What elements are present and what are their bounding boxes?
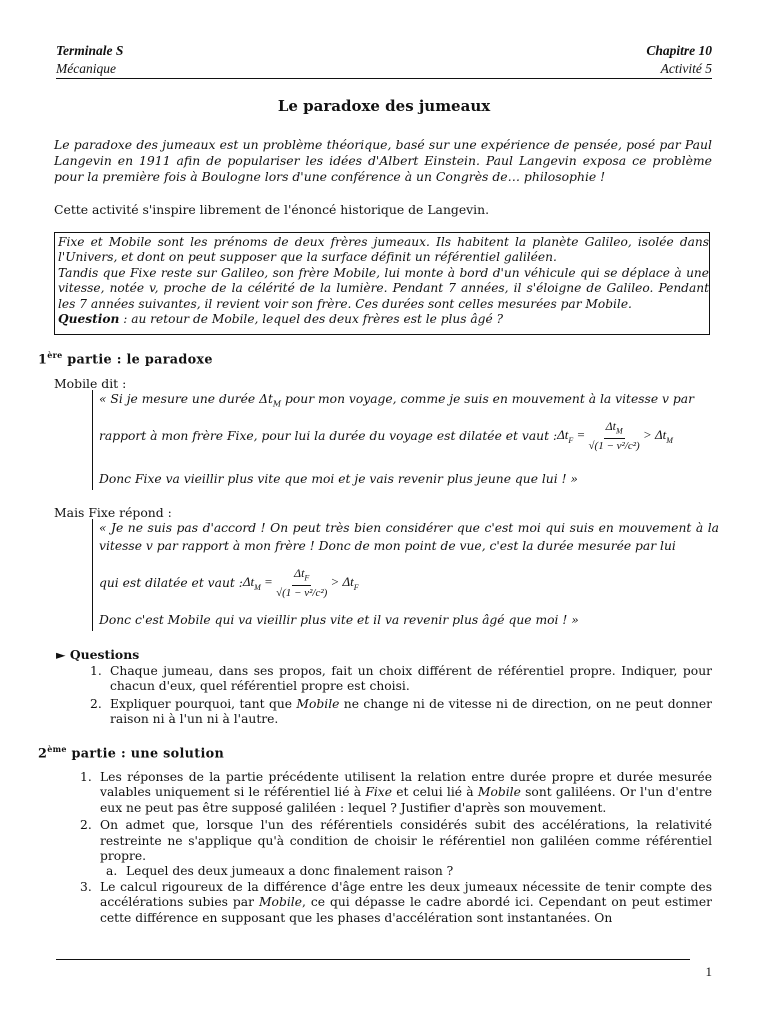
question-1: 1. Chaque jumeau, dans ses propos, fait un choix différent de référentiel propre. Indiquer, pour chacun d'eux, quel référentiel propre est choisi.: [90, 664, 712, 694]
mobile-quote-line2: rapport à mon frère Fixe, pour lui la durée du voyage est dilatée et vaut : $\Delta t_F$ = $\frac{\Delta t_M}{\text{√(1 − v²/c²)}}$ > $\Delta t_M$: [99, 418, 673, 453]
dilation-formula-mobile: $\Delta t_M$ = $\frac{\Delta t_F}{\text{√(1 − v²/c²)}}$ > $\Delta t_F$: [242, 565, 359, 600]
fixe-quote-line3: Donc c'est Mobile qui va vieillir plus vite et il va revenir plus âgé que moi ! »: [99, 613, 579, 627]
statement-question: [58, 312, 709, 327]
question-text: : au retour de Mobile, lequel des deux frères est le plus âgé ?: [119, 312, 504, 327]
chapter-label: Chapitre 10: [646, 43, 712, 58]
activity-label: Activité 5: [660, 61, 712, 76]
mobile-quote-line3: Donc Fixe va vieillir plus vite que moi et je vais revenir plus jeune que lui ! »: [99, 472, 578, 486]
question-label: Question: [58, 312, 120, 327]
part2-item-2a: a. Lequel des deux jumeaux a donc finalement raison ?: [106, 864, 454, 879]
statement-p2: Tandis que Fixe reste sur Galileo, son frère Mobile, lui monte à bord d'un véhicule qui se déplace à une vitesse, notée v, proche de la célérité de la lumière. Pendant 7 années, il s'éloigne de Galileo. Pendant les 7 années suivantes, il revient voir son frère. Ces durées sont celles mesurées par Mobile.: [58, 265, 709, 311]
header-row-2: [56, 61, 712, 79]
header-row-1: [56, 43, 712, 61]
class-level: Terminale S: [56, 43, 124, 58]
inspiration-paragraph: Cette activité s'inspire librement de l'énoncé historique de Langevin.: [54, 202, 490, 217]
fixe-quote-line2: qui est dilatée et vaut : $\Delta t_M$ = $\frac{\Delta t_F}{\text{√(1 − v²/c²)}}$ > $\Delta t_F$: [99, 565, 359, 600]
part2-title: 2ème partie : une solution: [38, 744, 225, 762]
header-divider: [56, 78, 712, 79]
subject-label: Mécanique: [56, 61, 116, 76]
statement-p1: Fixe et Mobile sont les prénoms de deux frères jumeaux. Ils habitent la planète Galileo, isolée dans l'Univers, et dont on peut supposer que la surface définit un référentiel galiléen.: [58, 235, 709, 265]
mobile-says: Mobile dit :: [54, 376, 127, 391]
questions-heading: ► Questions: [56, 647, 140, 662]
page-title: Le paradoxe des jumeaux: [277, 97, 491, 115]
part1-questions: [90, 664, 712, 728]
part2-item-2: 2. On admet que, lorsque l'un des référentiels considérés subit des accélérations, la relativité restreinte ne s'applique qu'à condition de choisir le référentiel non galiléen comme référentiel propre.: [80, 818, 712, 864]
mobile-quote-line1: « Si je mesure une durée $\Delta t_M$ pour mon voyage, comme je suis en mouvement à la vitesse v par: [99, 392, 694, 409]
part1-title: 1ère partie : le paradoxe: [38, 350, 213, 368]
dilation-formula-fixe: $\Delta t_F$ = $\frac{\Delta t_M}{\text{√(1 − v²/c²)}}$ > $\Delta t_M$: [557, 418, 673, 453]
part2-item-1: 1. Les réponses de la partie précédente utilisent la relation entre durée propre et durée mesurée valables uniquement si le référentiel lié à Fixe et celui lié à Mobile sont galiléens. Or l'un d'entre eux ne peut pas être supposé galiléen : lequel ? Justifier d'après son mouvement.: [80, 770, 712, 815]
question-2: 2. Expliquer pourquoi, tant que Mobile ne change ni de vitesse ni de direction, on ne peut donner raison ni à l'un ni à l'autre.: [90, 696, 712, 727]
part2-items: [80, 770, 712, 926]
footer-divider: [56, 959, 690, 960]
page-number: 1: [705, 964, 712, 979]
fixe-quote: [92, 519, 719, 631]
fixe-says: Mais Fixe répond :: [54, 505, 172, 520]
part2-item-3: 3. Le calcul rigoureux de la différence d'âge entre les deux jumeaux nécessite de tenir compte des accélérations subies par Mobile, ce qui dépasse le cadre abordé ici. Cependant on peut estimer cette différence en supposant que les phases d'accélération sont instantanées. On: [80, 879, 712, 925]
mobile-quote: [92, 390, 719, 490]
fixe-quote-line1: « Je ne suis pas d'accord ! On peut très bien considérer que c'est moi qui suis en mouvement à la vitesse v par rapport à mon frère ! Donc de mon point de vue, c'est la durée mesurée par lui: [99, 521, 719, 553]
statement-box: [54, 232, 710, 335]
intro-paragraph: Le paradoxe des jumeaux est un problème théorique, basé sur une expérience de pensée, posé par Paul Langevin en 1911 afin de populariser les idées d'Albert Einstein. Paul Langevin exposa ce problème pour la première fois à Boulogne lors d'une conférence à un Congrès de… philosophie !: [54, 137, 712, 184]
